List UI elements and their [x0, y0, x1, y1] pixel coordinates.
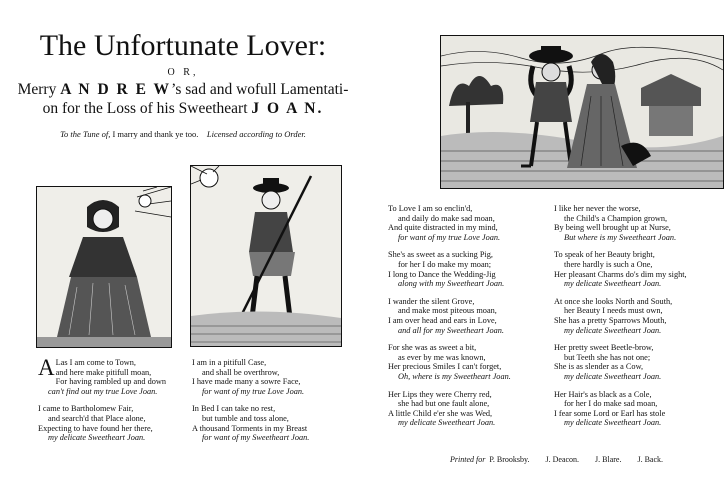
stanza: I wander the silent Grove, and make most piteous moan, I am over head and ears in Love, and all for my Sweetheart Joan.	[388, 296, 504, 335]
verse-column-4	[554, 204, 724, 436]
stanza: I am in a pitifull Case, and shall be overthrow, I have made many a sowre Face, for want of my true Love Joan.	[192, 358, 305, 396]
stanza: Her Lips they were Cherry red, she had but one fault alone, A little Child e'er she was Wed, my delicate Sweetheart Joan.	[388, 389, 496, 428]
stanza: I like her never the worse, the Child's a Champion grown, By being well brought up at Nurse, But where is my Sweetheart Joan.	[554, 204, 677, 242]
ballad-subtitle: Merry A N D R E W’s sad and wofull Lamentati- on for the Loss of his Sweetheart J O A N.	[17, 81, 349, 117]
woodcut-couple-image	[441, 36, 723, 188]
stanza: A Las I am come to Town, and here make pitifull moan, For having rambled up and down can't find out my true Love Joan.	[38, 355, 167, 396]
drop-cap: A	[38, 355, 55, 380]
name-andrew: A N D R E W	[60, 81, 172, 98]
tune-line: To the Tune of, I marry and thank ye too. Licensed according to Order.	[60, 129, 306, 139]
stanza: At once she looks North and South, her Beauty I needs must own, She has a pretty Sparrows Mouth, my delicate Sweetheart Joan.	[554, 296, 673, 335]
or-separator: O R,	[167, 67, 199, 78]
woodcut-man-image	[191, 166, 341, 346]
licensed-note: Licensed according to Order.	[206, 129, 306, 139]
woodcut-couple	[440, 35, 724, 189]
verse-column-3	[388, 204, 548, 436]
stanza: Her pretty sweet Beetle-brow, but Teeth she has not one; She is as slender as a Cow, my delicate Sweetheart Joan.	[554, 343, 662, 381]
stanza: For she was as sweet a bit, as ever by me was known, Her precious Smiles I can't forget, Oh, where is my Sweetheart Joan.	[388, 343, 511, 381]
woodcut-woman	[36, 186, 172, 348]
stanza: Her Hair's as black as a Cole, for her I do make sad moan, I fear some Lord or Earl has stole my delicate Sweetheart Joan.	[554, 389, 666, 428]
verse-column-2	[192, 358, 352, 451]
printer-imprint: Printed for P. Brooksby. J. Deacon. J. Blare. J. Back.	[450, 455, 664, 464]
ballad-title: The Unfortunate Lover:	[39, 29, 327, 62]
stanza: She's as sweet as a sucking Pig, for her I do make my moan; I long to Dance the Wedding-Jig along with my Sweetheart Joan.	[388, 250, 505, 289]
name-joan: J O A N.	[251, 100, 324, 117]
woodcut-woman-image	[37, 187, 171, 347]
stanza: In Bed I can take no rest, but tumble and toss alone, A thousand Torments in my Breast for want of my Sweetheart Joan.	[192, 404, 310, 443]
stanza: I came to Bartholomew Fair, and search'd that Place alone, Expecting to have found her there, my delicate Sweetheart Joan.	[38, 404, 153, 443]
stanza: To Love I am so enclin'd, and daily do make sad moan, And quite distracted in my mind, for want of my true Love Joan.	[388, 204, 501, 242]
woodcut-man	[190, 165, 342, 347]
verse-column-1	[38, 355, 188, 451]
stanza: To speak of her Beauty bright, there hardly is such a One, Her pleasant Charms do's dim my sight, my delicate Sweetheart Joan.	[554, 250, 687, 289]
